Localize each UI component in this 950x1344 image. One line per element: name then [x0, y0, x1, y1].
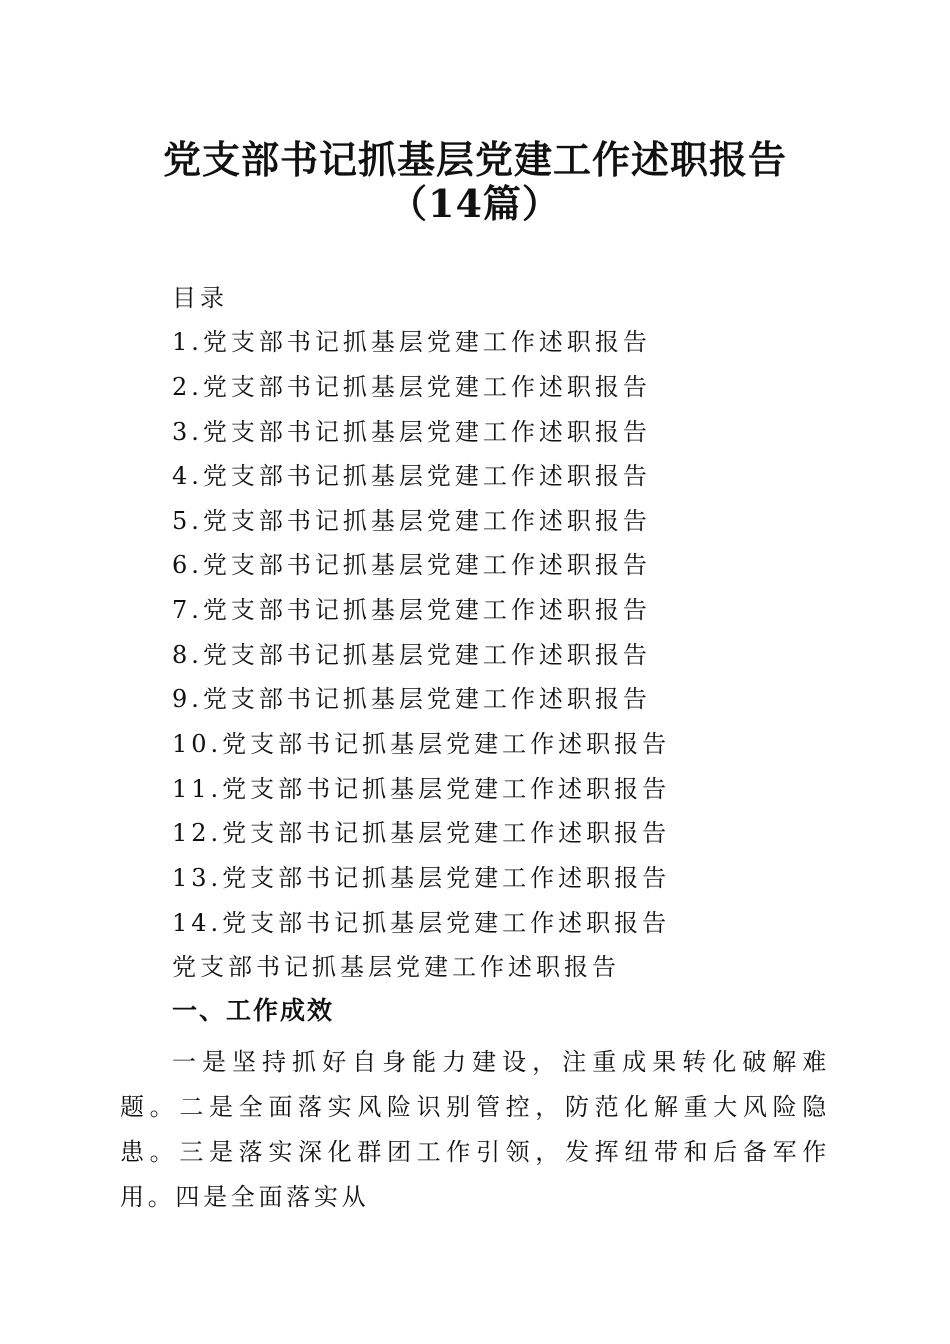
section-heading: 一、工作成效 [172, 996, 335, 1025]
report-subtitle: 党支部书记抓基层党建工作述职报告 [172, 953, 620, 981]
toc-item: 5.党支部书记抓基层党建工作述职报告 [172, 507, 651, 535]
toc-item: 7.党支部书记抓基层党建工作述职报告 [172, 596, 651, 624]
toc-item: 1.党支部书记抓基层党建工作述职报告 [172, 328, 651, 356]
toc-item: 4.党支部书记抓基层党建工作述职报告 [172, 462, 651, 490]
toc-item: 12.党支部书记抓基层党建工作述职报告 [172, 819, 671, 847]
toc-item: 2.党支部书记抓基层党建工作述职报告 [172, 373, 651, 401]
toc-item: 14.党支部书记抓基层党建工作述职报告 [172, 909, 671, 937]
toc-item: 13.党支部书记抓基层党建工作述职报告 [172, 864, 671, 892]
toc-item: 10.党支部书记抓基层党建工作述职报告 [172, 730, 671, 758]
toc-item: 6.党支部书记抓基层党建工作述职报告 [172, 551, 651, 579]
body-paragraph: 一是坚持抓好自身能力建设，注重成果转化破解难题。二是全面落实风险识别管控，防范化解重大风险隐患。三是落实深化群团工作引领，发挥纽带和后备军作用。四是全面落实从 [120, 1048, 830, 1211]
document-title: 党支部书记抓基层党建工作述职报告（14篇） [162, 137, 787, 226]
toc-item: 11.党支部书记抓基层党建工作述职报告 [172, 775, 671, 803]
toc-item: 8.党支部书记抓基层党建工作述职报告 [172, 641, 651, 669]
toc-item: 3.党支部书记抓基层党建工作述职报告 [172, 418, 651, 446]
toc-heading: 目录 [172, 284, 228, 312]
toc-item: 9.党支部书记抓基层党建工作述职报告 [172, 685, 651, 713]
